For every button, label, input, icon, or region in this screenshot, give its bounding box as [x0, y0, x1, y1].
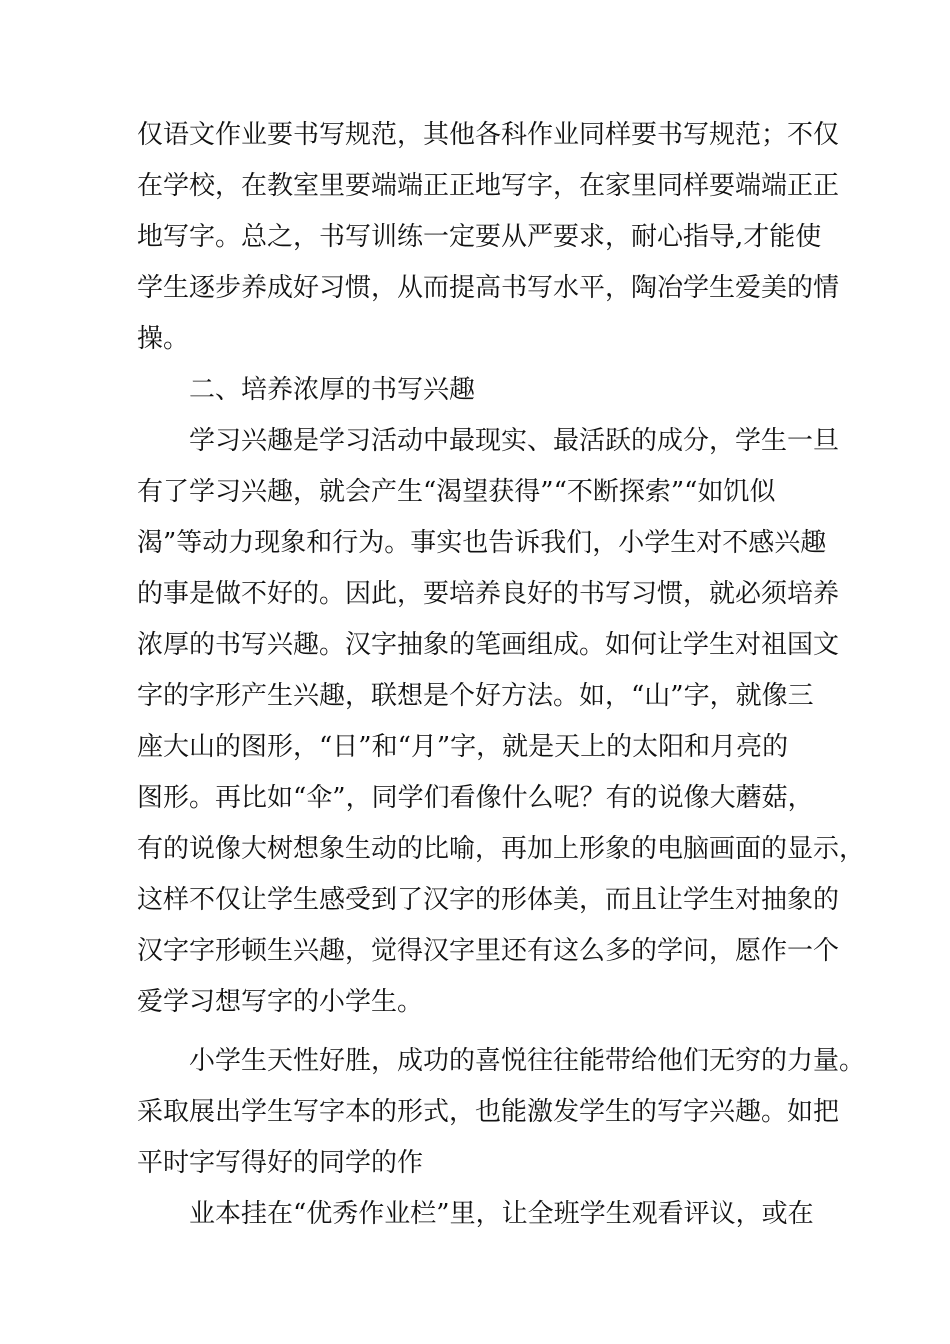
text-line: 平时字写得好的同学的作 — [137, 1148, 424, 1178]
text-line: 地写字。总之，书写训练一定要从严要求，耐心指导,才能使 — [137, 222, 822, 252]
text-line: 图形。再比如“伞”，同学们看像什么呢？有的说像大蘑菇， — [137, 783, 814, 813]
text-line: 浓厚的书写兴趣。汉字抽象的笔画组成。如何让学生对祖国文 — [137, 630, 840, 660]
text-line: 业本挂在“优秀作业栏”里，让全班学生观看评议，或在 — [189, 1199, 814, 1229]
text-line: 在学校，在教室里要端端正正地写字，在家里同样要端端正正 — [137, 171, 840, 201]
text-line: 有的说像大树想象生动的比喻，再加上形象的电脑画面的显示， — [137, 834, 866, 864]
text-line: 字的字形产生兴趣，联想是个好方法。如，“山”字，就像三 — [137, 681, 814, 711]
text-line: 小学生天性好胜，成功的喜悦往往能带给他们无穷的力量。 — [189, 1046, 866, 1076]
text-line: 汉字字形顿生兴趣，觉得汉字里还有这么多的学问，愿作一个 — [137, 936, 840, 966]
text-line: 的事是做不好的。因此，要培养良好的书写习惯，就必须培养 — [137, 579, 840, 609]
text-line: 座大山的图形，“日”和“月”字，就是天上的太阳和月亮的 — [137, 732, 789, 762]
text-line: 学习兴趣是学习活动中最现实、最活跃的成分，学生一旦 — [189, 426, 840, 456]
section-heading: 二、培养浓厚的书写兴趣 — [189, 375, 476, 405]
text-line: 渴”等动力现象和行为。事实也告诉我们，小学生对不感兴趣 — [137, 528, 827, 558]
paragraph-gap — [137, 1028, 857, 1036]
text-line: 操。 — [137, 324, 190, 354]
text-line: 这样不仅让学生感受到了汉字的形体美，而且让学生对抽象的 — [137, 885, 840, 915]
text-line: 爱学习想写字的小学生。 — [137, 987, 424, 1017]
body-text — [137, 110, 866, 1240]
text-line: 仅语文作业要书写规范，其他各科作业同样要书写规范；不仅 — [137, 120, 840, 150]
text-line: 学生逐步养成好习惯，从而提高书写水平，陶冶学生爱美的情 — [137, 273, 840, 303]
text-line: 有了学习兴趣，就会产生“渴望获得”“不断探索”“如饥似 — [137, 477, 776, 507]
text-line: 采取展出学生写字本的形式，也能激发学生的写字兴趣。如把 — [137, 1097, 840, 1127]
